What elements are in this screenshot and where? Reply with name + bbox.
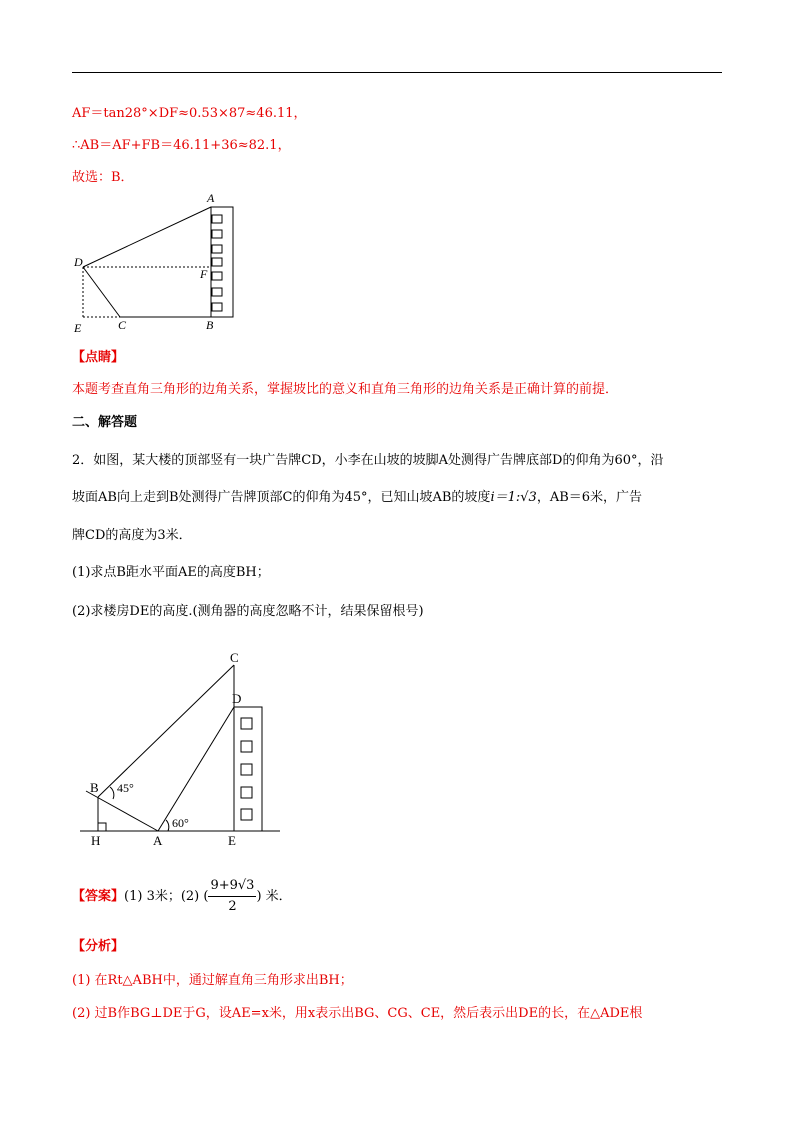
answer-line	[72, 876, 292, 917]
question-2: (2)求楼房DE的高度.(测角器的高度忽略不计，结果保留根号)	[72, 604, 424, 619]
angle-60-label: 60°	[172, 816, 189, 830]
fig2-label-d: D	[232, 691, 242, 706]
fig1-label-a: A	[207, 191, 215, 205]
fig2-label-a: A	[153, 833, 163, 848]
problem-line-2	[72, 486, 642, 505]
answer-part-1: (1) 3米；(2) (	[124, 889, 209, 904]
section-heading: 二、解答题	[72, 415, 138, 430]
problem-line-2-start: 坡面AB向上走到B处测得广告牌顶部C的仰角为45°，已知山坡AB的坡度	[72, 490, 491, 505]
answer-part-2: ) 米．	[256, 889, 292, 904]
header-rule	[72, 72, 722, 73]
fig1-label-b: B	[206, 318, 214, 332]
figure-2-diagram	[80, 645, 280, 855]
dianjing-heading: 【点睛】	[72, 350, 125, 365]
fig2-label-e: E	[228, 833, 236, 848]
fig2-label-c: C	[230, 650, 239, 665]
fig1-label-e: E	[74, 321, 82, 335]
fig1-label-d: D	[74, 255, 83, 269]
fig1-label-f: F	[200, 267, 208, 281]
answer-fraction	[208, 876, 256, 917]
dianjing-text: 本题考查直角三角形的边角关系，掌握坡比的意义和直角三角形的边角关系是正确计算的前提．	[72, 382, 619, 397]
problem-line-2-end: ，AB＝6米，广告	[536, 490, 643, 505]
slope-formula: i＝1:√3	[490, 490, 537, 505]
problem-line-1: 2．如图，某大楼的顶部竖有一块广告牌CD，小李在山坡的坡脚A处测得广告牌底部D的仰角为60°，沿	[72, 453, 664, 468]
solution-line-3: 故选：B．	[72, 170, 134, 185]
solution-line-1: AF＝tan28°×DF≈0.53×87≈46.11，	[72, 106, 307, 121]
answer-numerator: 9+9√3	[208, 876, 256, 897]
analysis-line-1: (1) 在Rt△ABH中，通过解直角三角形求出BH；	[72, 973, 353, 988]
figure-1-diagram	[70, 190, 250, 340]
answer-heading: 【答案】	[72, 889, 125, 904]
solution-line-2: ∴AB＝AF+FB＝46.11+36≈82.1，	[72, 138, 291, 153]
fig2-label-h: H	[91, 833, 101, 848]
problem-line-3: 牌CD的高度为3米．	[72, 528, 192, 543]
answer-denominator: 2	[228, 899, 237, 914]
question-1: (1)求点B距水平面AE的高度BH；	[72, 565, 270, 580]
analysis-heading: 【分析】	[72, 939, 125, 954]
fig2-label-b: B	[90, 780, 99, 795]
angle-45-label: 45°	[117, 781, 134, 795]
analysis-line-2: (2) 过B作BG⊥DE于G，设AE=x米，用x表示出BG、CG、CE，然后表示出DE的长，在△ADE根	[72, 1006, 643, 1021]
fig1-label-c: C	[118, 318, 127, 332]
